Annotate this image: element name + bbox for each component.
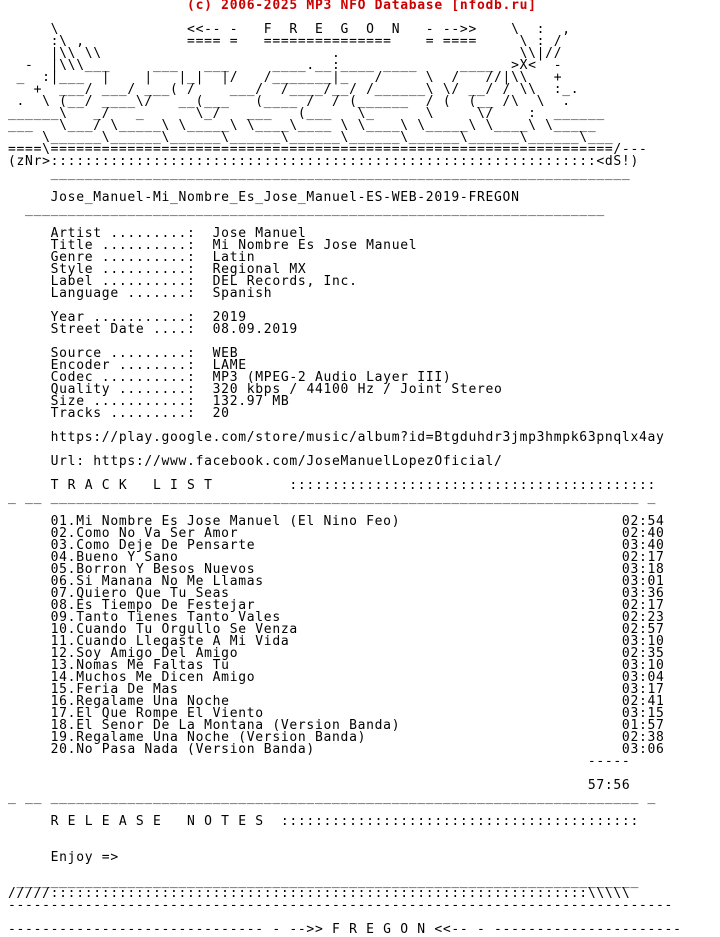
track-name: 19.Regalame Una Noche (Version Banda) xyxy=(8,730,367,745)
track-list xyxy=(8,516,682,756)
track-name: 20.No Pasa Nada (Version Banda) xyxy=(8,742,315,757)
info-value: Spanish xyxy=(195,286,273,301)
track-time: 03:17 xyxy=(178,682,665,697)
art-line: . \ (__/ ____\/ __(___ (____ / / (______ / ( (__ /\ \ . xyxy=(8,94,571,109)
track-name: 13.Nomas Me Faltas Tu xyxy=(8,658,230,673)
track-time: 03:10 xyxy=(229,658,665,673)
nfodb-header: (c) 2006-2025 MP3 NFO Database [nfodb.ru] xyxy=(8,0,537,13)
release-name: Jose_Manuel-Mi_Nombre_Es_Jose_Manuel-ES-WEB-2019-FREGON xyxy=(8,190,520,205)
info-label: Codec ..........: xyxy=(8,370,196,385)
track-name: 15.Feria De Mas xyxy=(8,682,179,697)
info-value: Regional MX xyxy=(195,262,307,277)
art-line: |\\ \\ . \\|// xyxy=(8,46,563,61)
track-name: 06.Si Manana No Me Llamas xyxy=(8,574,264,589)
track-time: 03:40 xyxy=(255,538,665,553)
track-name: 05.Borron Y Besos Nuevos xyxy=(8,562,256,577)
info-label: Genre ..........: xyxy=(8,250,196,265)
track-time: 02:40 xyxy=(238,526,665,541)
track-time: 01:57 xyxy=(400,718,665,733)
footer-line: _________________________________________________________________________ xyxy=(8,874,639,889)
info-label: Quality ........: xyxy=(8,382,196,397)
info-label: Source .........: xyxy=(8,346,196,361)
track-time: 02:57 xyxy=(297,622,665,637)
info-value: 08.09.2019 xyxy=(195,322,298,337)
info-row xyxy=(8,324,682,336)
info-value: MP3 (MPEG-2 Audio Layer III) xyxy=(195,370,452,385)
art-line: + ___/ ___/ ___( / ___/ /____/__/ /______\ \/ __/ / \\ :_. xyxy=(8,82,580,97)
art-line: ====\==================================================================/--- xyxy=(8,142,648,157)
info-label: Size ...........: xyxy=(8,394,196,409)
art-line: _ :|___ | | |_| |/ /_______|_ / \ / //|\\ + xyxy=(8,70,563,85)
track-name: 17.El Que Rompe El Viento xyxy=(8,706,264,721)
info-label: Artist .........: xyxy=(8,226,196,241)
art-line: :\ , ==== = =============== = ==== \ : / xyxy=(8,34,563,49)
tracklist-separator-top: _ __ _____________________________________________________________________ _ xyxy=(8,490,657,505)
track-time: 03:10 xyxy=(289,634,665,649)
info-value: Jose Manuel xyxy=(195,226,307,241)
info-label: Tracks .........: xyxy=(8,406,196,421)
info-row xyxy=(8,288,682,300)
total-rule: ----- xyxy=(8,754,631,769)
track-name: 01.Mi Nombre Es Jose Manuel (El Nino Feo) xyxy=(8,514,401,529)
art-line: \ <<-- - F R E G O N - -->> \ : , xyxy=(8,22,571,37)
track-time: 02:17 xyxy=(178,550,665,565)
divider: ____________________________________________________________________ xyxy=(8,202,605,217)
art-line: ____________________________________________________________________ xyxy=(8,166,631,181)
track-time: 02:35 xyxy=(238,646,665,661)
track-time: 03:15 xyxy=(263,706,665,721)
art-line: (zNr>::::::::::::::::::::::::::::::::::::::::::::::::::::::::::::::::<dS!) xyxy=(8,154,639,169)
track-time: 03:04 xyxy=(255,670,665,685)
art-line: ______\ _/ _ \_/ ___ (___ \_ \ \/ : ______ xyxy=(8,106,605,121)
track-time: 03:36 xyxy=(229,586,665,601)
info-value: Latin xyxy=(195,250,256,265)
info-label: Title ..........: xyxy=(8,238,196,253)
info-label: Style ..........: xyxy=(8,262,196,277)
track-time: 02:54 xyxy=(400,514,665,529)
info-row xyxy=(8,408,682,420)
track-name: 07.Quiero Que Tu Seas xyxy=(8,586,230,601)
footer-line: ------------------------------ - -->> F R E G O N <<-- - ---------------------- xyxy=(8,922,682,937)
store-link[interactable]: https://play.google.com/store/music/album?id=Btgduhdr3jmp3hmpk63pnqlx4ay xyxy=(8,430,665,445)
track-time: 02:23 xyxy=(280,610,665,625)
track-time: 02:17 xyxy=(255,598,665,613)
nfo-text xyxy=(8,0,682,936)
track-name: 18.El Senor De La Montana (Version Banda) xyxy=(8,718,401,733)
info-label: Street Date ....: xyxy=(8,322,196,337)
release-info xyxy=(8,228,682,420)
info-value: 20 xyxy=(195,406,230,421)
art-line: ___ \___/ \_____\ \_____\ \____\____ \ \____\ \_____\ \____\ \_____ xyxy=(8,118,597,133)
release-notes-title: R E L E A S E N O T E S :::::::::::::::::::::::::::::::::::::::::: xyxy=(8,814,639,829)
spacer xyxy=(8,912,682,924)
footer-line: ------------------------------------------------------------------------------ xyxy=(8,898,674,913)
track-name: 04.Bueno Y Sano xyxy=(8,550,179,565)
facebook-link[interactable]: Url: https://www.facebook.com/JoseManuelLopezOficial/ xyxy=(8,454,503,469)
art-line: - |\\\___ ___ ___ ____.__:____ ____ ____ >X< - xyxy=(8,58,563,73)
info-value: 2019 xyxy=(195,310,247,325)
info-value: LAME xyxy=(195,358,247,373)
track-name: 14.Muchos Me Dicen Amigo xyxy=(8,670,256,685)
track-time: 03:18 xyxy=(255,562,665,577)
track-name: 11.Cuando Llegaste A Mi Vida xyxy=(8,634,290,649)
track-name: 02.Como No Va Ser Amor xyxy=(8,526,239,541)
info-value: DEL Records, Inc. xyxy=(195,274,358,289)
info-value: WEB xyxy=(195,346,239,361)
track-time: 02:38 xyxy=(366,730,665,745)
info-label: Year ...........: xyxy=(8,310,196,325)
footer-line: /////:::::::::::::::::::::::::::::::::::::::::::::::::::::::::::::::\\\\\ xyxy=(8,886,631,901)
track-time: 03:06 xyxy=(314,742,665,757)
art-line: \______\______\______\______\______\______\______\______\______\___ xyxy=(8,130,614,145)
info-value: Mi Nombre Es Jose Manuel xyxy=(195,238,418,253)
tracklist-title: T R A C K L I S T ::::::::::::::::::::::::::::::::::::::::::: xyxy=(8,478,657,493)
info-label: Label ..........: xyxy=(8,274,196,289)
ascii-art-logo xyxy=(8,12,682,180)
track-name: 10.Cuando Tu Orgullo Se Venza xyxy=(8,622,298,637)
spacer xyxy=(8,828,682,840)
track-name: 03.Como Deje De Pensarte xyxy=(8,538,256,553)
total-time: 57:56 xyxy=(8,778,631,793)
info-value: 132.97 MB xyxy=(195,394,290,409)
footer-art xyxy=(8,876,682,936)
info-label: Encoder ........: xyxy=(8,358,196,373)
release-notes-text: Enjoy => xyxy=(8,850,119,865)
track-name: 08.Es Tiempo De Festejar xyxy=(8,598,256,613)
track-name: 16.Regalame Una Noche xyxy=(8,694,230,709)
track-time: 03:01 xyxy=(263,574,665,589)
track-name: 09.Tanto Tienes Tanto Vales xyxy=(8,610,281,625)
info-label: Language .......: xyxy=(8,286,196,301)
tracklist-separator-bottom: _ __ _____________________________________________________________________ _ xyxy=(8,790,657,805)
info-value: 320 kbps / 44100 Hz / Joint Stereo xyxy=(195,382,503,397)
track-name: 12.Soy Amigo Del Amigo xyxy=(8,646,239,661)
track-time: 02:41 xyxy=(229,694,665,709)
